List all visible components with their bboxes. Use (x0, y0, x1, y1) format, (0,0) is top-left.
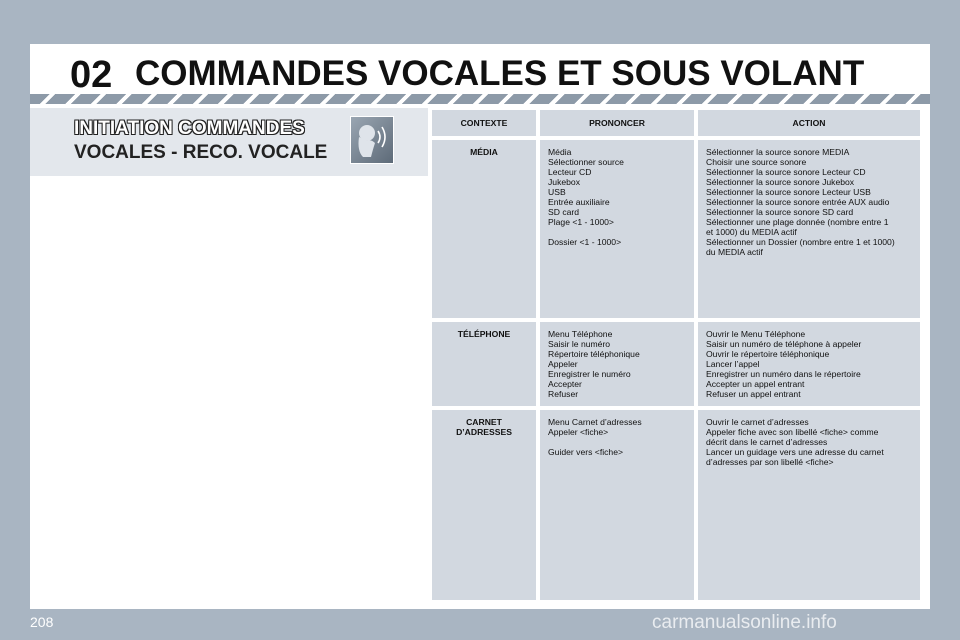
table-row-address-book-say: Menu Carnet d’adresses Appeler <fiche> Guider vers <fiche> (540, 410, 694, 600)
page-number: 208 (30, 614, 54, 630)
column-header-action: ACTION (698, 110, 920, 136)
table-row-telephone-action: Ouvrir le Menu Téléphone Saisir un numéro de téléphone à appeler Ouvrir le répertoire téléphonique Lancer l’appel Enregistrer un numéro dans le répertoire Accepter un appel entrant Refuser un appel entrant (698, 322, 920, 406)
table-row-address-book-context: CARNET D’ADRESSES (432, 410, 536, 600)
chapter-number: 02 (70, 54, 113, 96)
voice-speaking-icon (350, 116, 394, 164)
voice-commands-table (428, 104, 926, 604)
table-row-media-action: Sélectionner la source sonore MEDIA Choisir une source sonore Sélectionner la source sonore Lecteur CD Sélectionner la source sonore Jukebox Sélectionner la source sonore Lecteur USB Sélectionner la source sonore entrée AUX audio Sélectionner la source sonore SD card Sélectionner une plage donnée (nombre entre 1 et 1000) du MEDIA actif Sélectionner un Dossier (nombre entre 1 et 1000) du MEDIA actif (698, 140, 920, 318)
section-title-line2: VOCALES - RECO. VOCALE (74, 142, 328, 163)
header-stripe (30, 94, 930, 104)
table-row-media-context: MÉDIA (432, 140, 536, 318)
table-row-telephone-say: Menu Téléphone Saisir le numéro Répertoire téléphonique Appeler Enregistrer le numéro Accepter Refuser (540, 322, 694, 406)
section-title-line1: INITIATION COMMANDES (74, 118, 305, 139)
page-title: COMMANDES VOCALES ET SOUS VOLANT (135, 54, 865, 93)
table-row-media-say: Média Sélectionner source Lecteur CD Jukebox USB Entrée auxiliaire SD card Plage <1 - 1000> Dossier <1 - 1000> (540, 140, 694, 318)
column-header-say: PRONONCER (540, 110, 694, 136)
watermark: carmanualsonline.info (652, 612, 837, 633)
column-header-context: CONTEXTE (432, 110, 536, 136)
table-row-address-book-action: Ouvrir le carnet d’adresses Appeler fiche avec son libellé <fiche> comme décrit dans le carnet d’adresses Lancer un guidage vers une adresse du carnet d’adresses par son libellé <fiche> (698, 410, 920, 600)
table-row-telephone-context: TÉLÉPHONE (432, 322, 536, 406)
